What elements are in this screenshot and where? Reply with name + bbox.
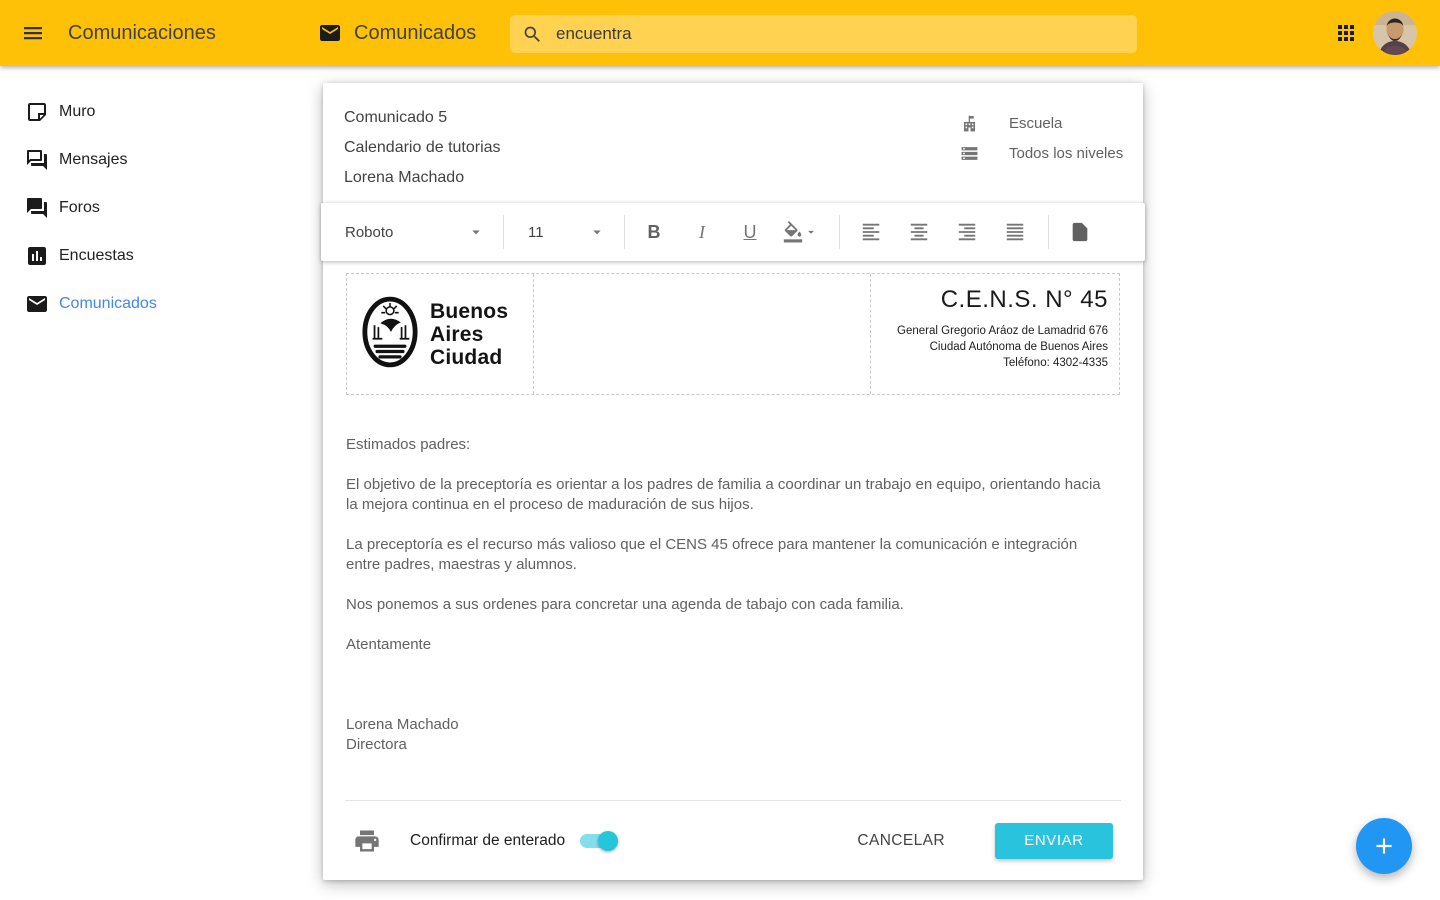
letter-greeting: Estimados padres:	[346, 436, 471, 453]
app-title: Comunicaciones	[68, 22, 216, 44]
toolbar-divider	[839, 215, 840, 249]
sidebar-item-encuestas[interactable]	[0, 232, 300, 280]
letter-closing: Atentamente	[346, 636, 432, 653]
apps-grid-icon[interactable]	[1334, 21, 1358, 45]
menu-icon[interactable]	[21, 21, 45, 45]
letter-paragraph: La preceptoría es el recurso más valioso que el CENS 45 ofrece para mantener la comunicación e integración entre padres, maestras y alumnos.	[346, 536, 1078, 573]
composer-footer	[323, 801, 1143, 880]
toolbar-divider	[1048, 215, 1049, 249]
communique-author: Lorena Machado	[344, 169, 465, 186]
school-phone: Teléfono: 4302-4335	[1003, 357, 1108, 369]
underline-label: U	[743, 221, 757, 242]
school-address: General Gregorio Aráoz de Lamadrid 676	[897, 325, 1108, 337]
mail-icon	[318, 21, 342, 45]
sidebar-item-comunicados[interactable]	[0, 280, 300, 328]
align-left-button[interactable]	[854, 215, 888, 249]
letter-paragraph: El objetivo de la preceptoría es orientar a los padres de familia a coordinar un trabajo en equipo, orientando hacia la mejora continua en el proceso de maduración de sus hijos.	[346, 476, 1101, 513]
sidebar-item-label: Foros	[59, 199, 100, 216]
bold-button[interactable]	[637, 215, 671, 249]
composer-meta	[960, 108, 1123, 168]
sidebar-item-label: Encuestas	[59, 247, 134, 264]
underline-button[interactable]	[733, 215, 767, 249]
buenos-aires-logo-icon	[361, 294, 419, 375]
chevron-down-icon	[467, 223, 485, 241]
scope-row	[960, 108, 1123, 138]
app-bar	[0, 0, 1440, 66]
align-left-icon	[860, 221, 882, 243]
font-size-value: 11	[528, 223, 544, 241]
mail-icon	[25, 292, 49, 316]
sidebar-item-label: Mensajes	[59, 151, 128, 168]
school-name: C.E.N.S. N° 45	[940, 286, 1108, 313]
confirm-toggle[interactable]	[580, 830, 618, 852]
sidebar-item-foros[interactable]	[0, 184, 300, 232]
module-label: Comunicados	[354, 21, 477, 44]
levels-icon	[960, 144, 979, 163]
wall-icon	[25, 100, 49, 124]
composer-header	[323, 83, 1143, 203]
align-center-button[interactable]	[902, 215, 936, 249]
send-button[interactable]: ENVIAR	[995, 823, 1113, 859]
search-box[interactable]	[510, 15, 1137, 53]
fill-color-icon	[782, 221, 804, 243]
school-icon	[960, 114, 979, 133]
letter-body[interactable]	[346, 435, 1112, 755]
logo-line: Aires	[430, 322, 484, 346]
font-family-value: Roboto	[345, 223, 394, 241]
file-button[interactable]	[1063, 215, 1097, 249]
avatar[interactable]	[1373, 11, 1417, 55]
chevron-down-icon	[588, 223, 606, 241]
italic-button[interactable]	[685, 215, 719, 249]
plus-icon	[1371, 833, 1397, 859]
search-icon	[522, 24, 543, 45]
sidebar	[0, 66, 300, 900]
scope-label: Escuela	[1009, 114, 1063, 132]
document-editor[interactable]	[323, 261, 1143, 880]
align-right-icon	[956, 221, 978, 243]
confirm-label: Confirmar de enterado	[410, 831, 566, 849]
logo-line: Ciudad	[430, 345, 503, 369]
italic-label: I	[699, 221, 705, 242]
communique-title: Comunicado 5	[344, 109, 448, 126]
logo-wordmark	[430, 300, 508, 369]
bold-label: B	[647, 221, 661, 242]
forums-icon	[25, 196, 49, 220]
letter-paragraph: Nos ponemos a sus ordenes para concretar una agenda de tabajo con cada familia.	[346, 596, 904, 613]
letterhead-empty-cell	[534, 274, 871, 394]
toggle-thumb	[598, 831, 618, 851]
align-justify-icon	[1004, 221, 1026, 243]
letterhead-logo-cell	[347, 274, 534, 394]
letterhead-table	[346, 273, 1120, 395]
align-justify-button[interactable]	[998, 215, 1032, 249]
align-right-button[interactable]	[950, 215, 984, 249]
font-family-select[interactable]	[345, 223, 485, 241]
signature-name: Lorena Machado	[346, 716, 459, 733]
communique-subject: Calendario de tutorias	[344, 139, 501, 156]
sidebar-item-mensajes[interactable]	[0, 136, 300, 184]
surveys-icon	[25, 244, 49, 268]
add-button[interactable]	[1356, 818, 1412, 874]
toolbar-divider	[624, 215, 625, 249]
messages-icon	[25, 148, 49, 172]
sidebar-item-label: Comunicados	[59, 295, 157, 312]
levels-row	[960, 138, 1123, 168]
logo-line: Buenos	[430, 299, 509, 323]
sidebar-item-label: Muro	[59, 103, 96, 120]
font-size-select[interactable]	[528, 223, 606, 241]
school-city: Ciudad Autónoma de Buenos Aires	[929, 341, 1108, 353]
levels-label: Todos los niveles	[1009, 144, 1124, 162]
print-icon[interactable]	[353, 827, 381, 855]
align-center-icon	[908, 221, 930, 243]
letterhead-school-cell	[871, 274, 1119, 394]
file-icon	[1069, 221, 1091, 243]
fill-color-button[interactable]	[777, 215, 823, 249]
sidebar-item-muro[interactable]	[0, 88, 300, 136]
signature-role: Directora	[346, 736, 407, 753]
module-group	[318, 0, 476, 66]
format-toolbar	[321, 203, 1145, 261]
composer-dialog	[323, 83, 1143, 880]
chevron-down-icon	[804, 225, 818, 239]
cancel-button[interactable]: CANCELAR	[857, 831, 945, 849]
toolbar-divider	[503, 215, 504, 249]
search-input[interactable]	[556, 24, 1125, 44]
